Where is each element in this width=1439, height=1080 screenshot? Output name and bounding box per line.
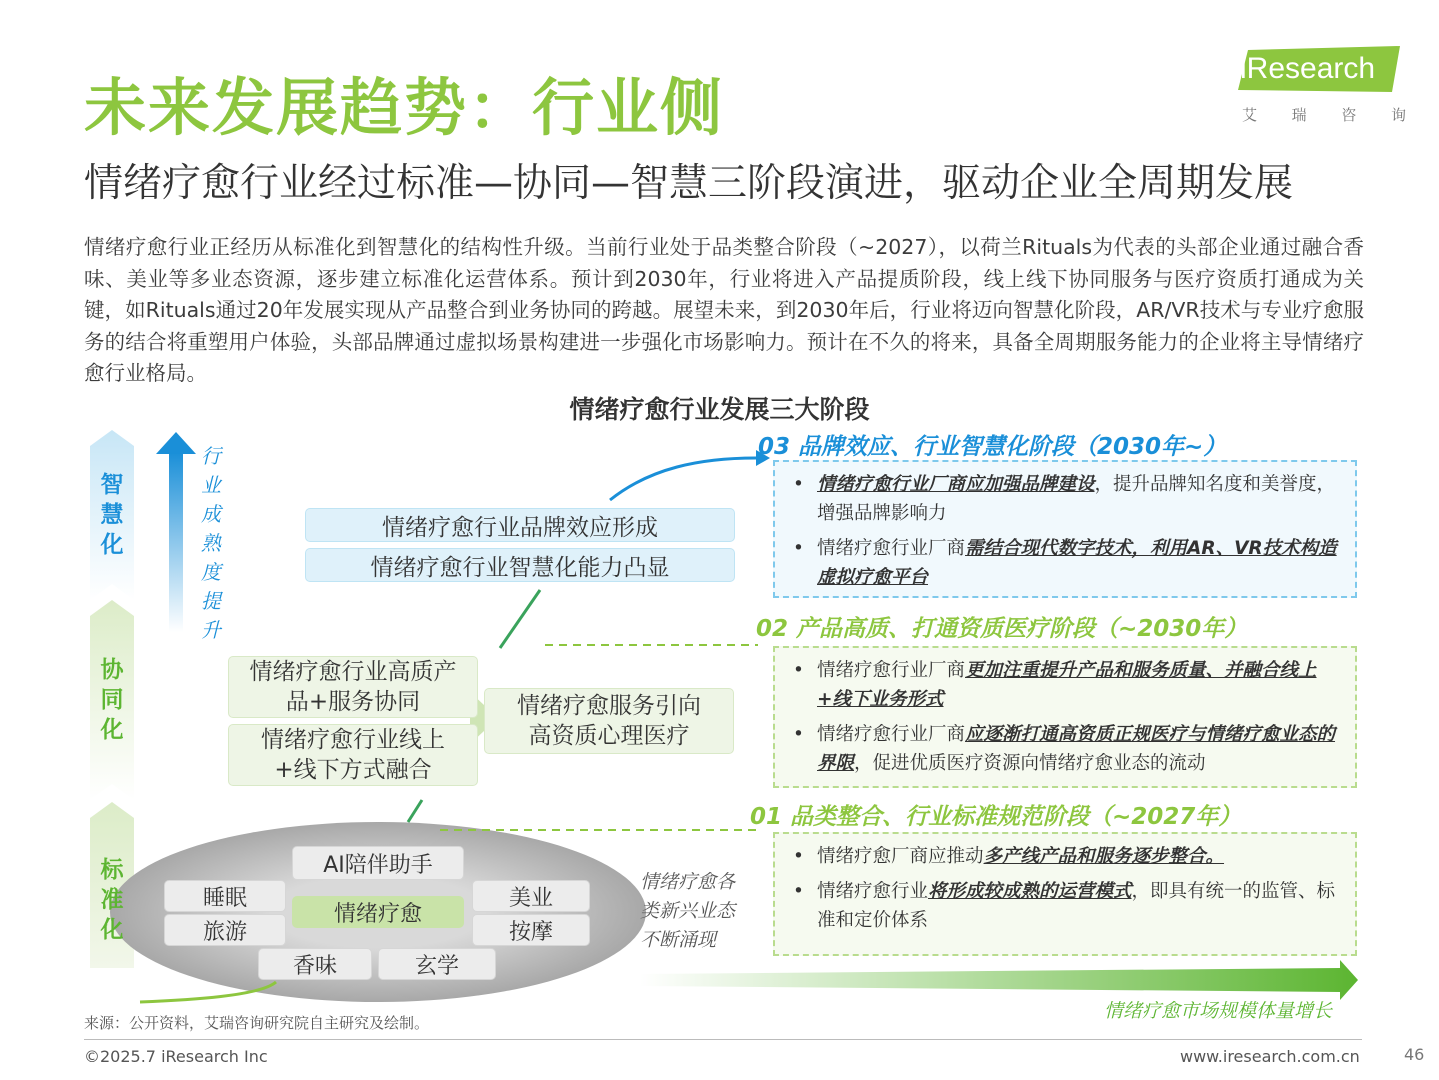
phase-02-title: 02 产品高质、打通资质医疗阶段（~2030年） [756, 616, 1248, 642]
market-growth-arrow [640, 960, 1358, 1000]
ellipse-note: 情绪疗愈各类新兴业态不断涌现 [640, 871, 736, 951]
collab-box-medical: 情绪疗愈服务引向高资质心理医疗 [484, 688, 734, 754]
website-link[interactable]: www.iresearch.com.cn [1180, 1047, 1360, 1066]
phase-02-bullet: • 情绪疗愈行业厂商应逐渐打通高资质正规医疗与情绪疗愈业态的界限，促进优质医疗资源向情绪疗愈业态的流动 [789, 720, 1341, 778]
phase-03-title: 03 品牌效应、行业智慧化阶段（2030年~） [758, 434, 1227, 460]
phase-03-bullet: • 情绪疗愈行业厂商需结合现代数字技术，利用AR、VR技术构造虚拟疗愈平台 [789, 534, 1341, 592]
phase-01-panel [773, 832, 1357, 956]
logo-cn-char: 瑞 [1291, 106, 1307, 124]
stage-standard-label: 标准化 [100, 857, 124, 943]
copyright: ©2025.7 iResearch Inc [84, 1047, 268, 1066]
page-title: 未来发展趋势：行业侧 [84, 71, 725, 144]
logo-brand: iResearch [1240, 52, 1376, 85]
ellipse-item-ai: AI陪伴助手 [292, 846, 464, 880]
collab-box-omnichannel: 情绪疗愈行业线上+线下方式融合 [228, 724, 478, 786]
ellipse-item-center: 情绪疗愈 [292, 896, 464, 928]
ellipse-item-massage: 按摩 [472, 914, 590, 946]
phase-02-panel [773, 646, 1357, 788]
logo-cn-char: 询 [1390, 106, 1406, 124]
smart-box-brand: 情绪疗愈行业品牌效应形成 [305, 508, 735, 542]
smart-box-intelligence: 情绪疗愈行业智慧化能力凸显 [305, 548, 735, 582]
stage-collab-label: 协同化 [100, 657, 124, 743]
ellipse-item-metaphysics: 玄学 [378, 948, 496, 980]
diagram-title: 情绪疗愈行业发展三大阶段 [569, 395, 870, 424]
ellipse-item-beauty: 美业 [472, 880, 590, 912]
phase-01-bullet: • 情绪疗愈行业将形成较成熟的运营模式，即具有统一的监管、标准和定价体系 [789, 877, 1341, 935]
page-number: 46 [1404, 1045, 1425, 1064]
maturity-axis-label: 行业成熟度提升 [201, 444, 221, 642]
ellipse-item-travel: 旅游 [164, 914, 286, 946]
stage-smart-label: 智慧化 [100, 472, 124, 558]
collab-box-quality: 情绪疗愈行业高质产品+服务协同 [228, 656, 478, 718]
phase-01-title: 01 品类整合、行业标准规范阶段（~2027年） [750, 804, 1242, 830]
market-growth-label: 情绪疗愈市场规模体量增长 [1104, 1000, 1333, 1022]
ellipse-item-scent: 香味 [258, 948, 372, 980]
page-subtitle: 情绪疗愈行业经过标准—协同—智慧三阶段演进，驱动企业全周期发展 [84, 161, 1294, 206]
phase-03-bullet: • 情绪疗愈行业厂商应加强品牌建设，提升品牌知名度和美誉度，增强品牌影响力 [789, 470, 1341, 528]
phase-02-bullet: • 情绪疗愈行业厂商更加注重提升产品和服务质量、并融合线上+线下业务形式 [789, 656, 1341, 714]
logo-cn-char: 咨 [1341, 106, 1357, 124]
ellipse-item-sleep: 睡眠 [164, 880, 286, 912]
footer-divider [84, 1039, 1362, 1040]
intro-paragraph: 情绪疗愈行业正经历从标准化到智慧化的结构性升级。当前行业处于品类整合阶段（~2027），以荷兰Rituals为代表的头部企业通过融合香味、美业等多业态资源，逐步建立标准化运营体系。预计到2030年，行业将进入产品提质阶段，线上线下协同服务与医疗资质打通成为关键，如Rituals通过20年发展实现从产品整合到业务协同的跨越。展望未来，到2030年后，行业将迈向智慧化阶段，AR/VR技术与专业疗愈服务的结合将重塑用户体验，头部品牌通过虚拟场景构建进一步强化市场影响力。预计在不久的将来，具备全周期服务能力的企业将主导情绪疗愈行业格局。 [84, 235, 1364, 385]
phase-03-panel [773, 460, 1357, 598]
source-note: 来源：公开资料，艾瑞咨询研究院自主研究及绘制。 [84, 1014, 430, 1032]
logo-cn-char: 艾 [1242, 106, 1258, 124]
phase-01-bullet: • 情绪疗愈厂商应推动多产线产品和服务逐步整合。 [789, 842, 1341, 871]
